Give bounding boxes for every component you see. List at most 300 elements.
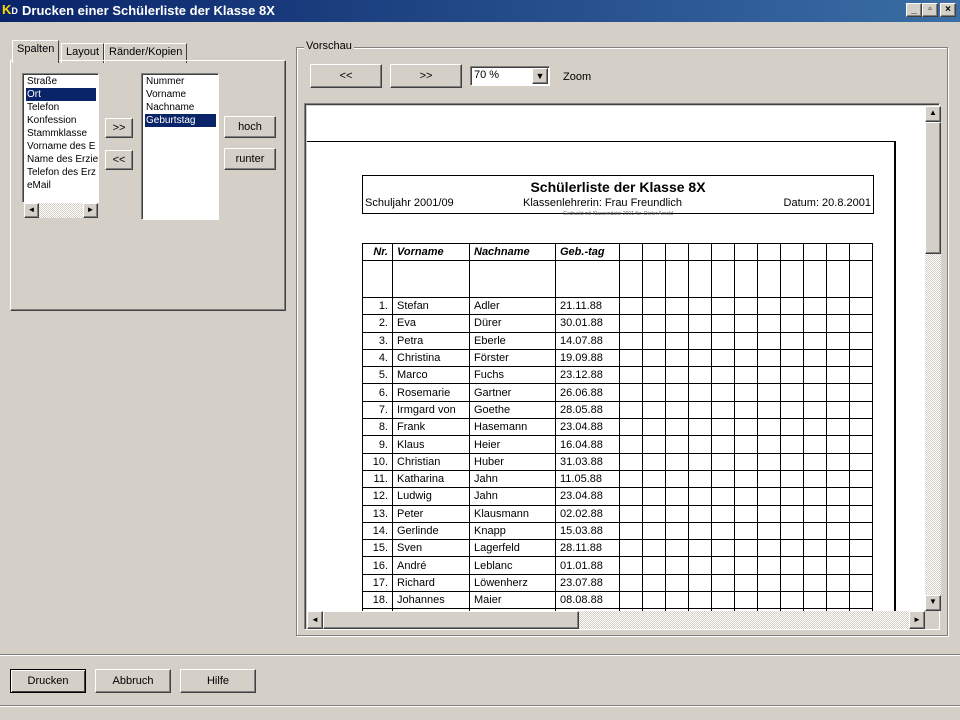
- document-schuljahr: Schuljahr 2001/09: [365, 197, 454, 209]
- available-column-item[interactable]: Telefon: [27, 102, 60, 113]
- table-cell: [804, 540, 827, 557]
- table-cell: 11.: [363, 470, 393, 487]
- table-cell: [666, 470, 689, 487]
- table-cell: [689, 315, 712, 332]
- table-cell: [758, 592, 781, 609]
- table-cell: Fuchs: [470, 367, 556, 384]
- table-cell: [363, 261, 393, 298]
- table-row: [363, 367, 873, 384]
- scroll-right-button[interactable]: ►: [83, 203, 98, 218]
- table-cell: [758, 470, 781, 487]
- table-cell: [735, 419, 758, 436]
- table-cell: Maier: [470, 592, 556, 609]
- table-cell: [620, 436, 643, 453]
- app-icon: KD: [2, 2, 18, 17]
- table-cell: [666, 367, 689, 384]
- table-cell: Rosemarie: [393, 384, 470, 401]
- table-row: [363, 436, 873, 453]
- table-row: [363, 453, 873, 470]
- table-cell: [827, 436, 850, 453]
- document-printed-note: Gedruckt mit Klassendatei 2001 für: Dieter Arnold: [563, 211, 673, 217]
- table-cell: Stefan: [393, 298, 470, 315]
- table-cell: [804, 592, 827, 609]
- table-cell: [712, 557, 735, 574]
- table-cell: [804, 505, 827, 522]
- table-cell: [804, 298, 827, 315]
- table-cell: [758, 436, 781, 453]
- table-cell: [620, 349, 643, 366]
- table-cell: [850, 384, 873, 401]
- scroll-up-button[interactable]: ▲: [925, 106, 941, 122]
- table-cell: [781, 557, 804, 574]
- table-cell: [758, 488, 781, 505]
- table-cell: 28.11.88: [556, 540, 620, 557]
- table-cell: Goethe: [470, 401, 556, 418]
- table-cell: [758, 419, 781, 436]
- zoom-select[interactable]: [470, 66, 550, 86]
- table-cell: [712, 315, 735, 332]
- table-cell: [850, 332, 873, 349]
- table-cell: [758, 261, 781, 298]
- table-cell: André: [393, 557, 470, 574]
- available-column-item[interactable]: Straße: [27, 76, 58, 87]
- scroll-left-button[interactable]: ◄: [24, 203, 39, 218]
- table-cell: [689, 349, 712, 366]
- available-column-item[interactable]: Ort: [26, 88, 96, 101]
- table-cell: 5.: [363, 367, 393, 384]
- chevron-down-icon[interactable]: ▼: [532, 68, 548, 84]
- table-cell: Knapp: [470, 522, 556, 539]
- preview-vscroll[interactable]: [925, 106, 941, 611]
- table-row: [363, 298, 873, 315]
- table-cell: [712, 349, 735, 366]
- table-cell: [781, 505, 804, 522]
- available-list-hscroll[interactable]: [24, 203, 98, 218]
- header-blank-column: [758, 244, 781, 261]
- table-cell: [804, 401, 827, 418]
- help-button[interactable]: Hilfe: [180, 669, 256, 693]
- table-cell: [827, 349, 850, 366]
- tab-layout[interactable]: Layout: [61, 43, 104, 63]
- table-cell: 14.07.88: [556, 332, 620, 349]
- table-cell: [666, 592, 689, 609]
- table-cell: 28.05.88: [556, 401, 620, 418]
- table-cell: [620, 315, 643, 332]
- table-cell: [643, 470, 666, 487]
- print-button[interactable]: Drucken: [10, 669, 86, 693]
- table-cell: [827, 401, 850, 418]
- table-cell: [712, 384, 735, 401]
- table-row: [363, 522, 873, 539]
- table-cell: [827, 592, 850, 609]
- table-cell: 23.07.88: [556, 574, 620, 591]
- cancel-button[interactable]: Abbruch: [95, 669, 171, 693]
- table-cell: [666, 436, 689, 453]
- table-cell: [666, 453, 689, 470]
- table-cell: [620, 505, 643, 522]
- table-cell: [735, 522, 758, 539]
- table-cell: [781, 522, 804, 539]
- table-cell: [643, 592, 666, 609]
- table-cell: [643, 436, 666, 453]
- table-cell: [666, 298, 689, 315]
- table-cell: [827, 367, 850, 384]
- table-row: [363, 557, 873, 574]
- table-cell: [850, 315, 873, 332]
- hscroll-thumb[interactable]: [323, 611, 579, 629]
- table-cell: [712, 419, 735, 436]
- table-cell: [712, 505, 735, 522]
- table-cell: [643, 315, 666, 332]
- table-cell: [781, 574, 804, 591]
- available-column-item[interactable]: Stammklasse: [27, 128, 88, 139]
- table-cell: [827, 419, 850, 436]
- title-bar: [0, 0, 960, 22]
- table-header-row: [363, 244, 873, 261]
- table-cell: 31.03.88: [556, 453, 620, 470]
- table-cell: [850, 261, 873, 298]
- available-column-item[interactable]: eMail: [27, 180, 51, 191]
- table-cell: [804, 315, 827, 332]
- table-cell: [827, 540, 850, 557]
- table-cell: [804, 332, 827, 349]
- table-cell: [850, 367, 873, 384]
- table-cell: [712, 540, 735, 557]
- table-cell: [689, 453, 712, 470]
- table-cell: Adler: [470, 298, 556, 315]
- table-cell: Hasemann: [470, 419, 556, 436]
- table-cell: [758, 574, 781, 591]
- table-cell: Eva: [393, 315, 470, 332]
- table-cell: [620, 419, 643, 436]
- table-cell: [620, 574, 643, 591]
- tab-raender-kopien[interactable]: Ränder/Kopien: [104, 43, 187, 63]
- table-cell: [666, 574, 689, 591]
- header-blank-column: [735, 244, 758, 261]
- table-cell: [620, 298, 643, 315]
- table-cell: [804, 419, 827, 436]
- available-column-item[interactable]: Vorname des E: [27, 141, 96, 152]
- table-row: [363, 592, 873, 609]
- table-cell: [804, 453, 827, 470]
- table-cell: [689, 470, 712, 487]
- table-cell: [666, 557, 689, 574]
- table-cell: [804, 261, 827, 298]
- table-cell: [666, 419, 689, 436]
- table-cell: [620, 522, 643, 539]
- table-cell: [804, 384, 827, 401]
- scroll-down-button[interactable]: ▼: [925, 595, 941, 611]
- available-column-item[interactable]: Name des Erzie: [27, 154, 99, 165]
- table-cell: [556, 261, 620, 298]
- add-column-button[interactable]: >>: [105, 118, 133, 138]
- table-cell: [620, 401, 643, 418]
- table-cell: [827, 384, 850, 401]
- table-cell: [850, 298, 873, 315]
- header-gebtag: Geb.-tag: [556, 244, 620, 261]
- table-cell: 2.: [363, 315, 393, 332]
- table-cell: 30.01.88: [556, 315, 620, 332]
- scroll-left-button[interactable]: ◄: [307, 611, 323, 629]
- table-cell: [470, 261, 556, 298]
- table-cell: [735, 488, 758, 505]
- table-cell: [827, 522, 850, 539]
- tab-spalten[interactable]: Spalten: [12, 40, 59, 63]
- table-cell: [804, 349, 827, 366]
- table-cell: [643, 349, 666, 366]
- selected-columns-list[interactable]: [141, 73, 219, 220]
- table-cell: [712, 367, 735, 384]
- zoom-value: 70 %: [474, 69, 500, 81]
- table-cell: 23.04.88: [556, 488, 620, 505]
- table-cell: Förster: [470, 349, 556, 366]
- table-cell: [781, 367, 804, 384]
- table-cell: [781, 488, 804, 505]
- table-cell: [689, 419, 712, 436]
- table-cell: 1.: [363, 298, 393, 315]
- table-spacer-row: [363, 261, 873, 298]
- table-cell: [850, 453, 873, 470]
- table-cell: [758, 298, 781, 315]
- table-cell: [620, 367, 643, 384]
- table-cell: Eberle: [470, 332, 556, 349]
- move-up-button[interactable]: hoch: [224, 116, 276, 138]
- table-cell: [666, 505, 689, 522]
- preview-page-canvas: [307, 106, 925, 611]
- table-cell: [827, 332, 850, 349]
- table-cell: [620, 557, 643, 574]
- table-cell: [850, 522, 873, 539]
- table-cell: [666, 315, 689, 332]
- table-cell: [689, 298, 712, 315]
- table-cell: Leblanc: [470, 557, 556, 574]
- table-cell: [758, 557, 781, 574]
- table-cell: 21.11.88: [556, 298, 620, 315]
- table-cell: [781, 315, 804, 332]
- table-cell: [712, 453, 735, 470]
- next-page-button[interactable]: >>: [390, 64, 462, 88]
- table-row: [363, 574, 873, 591]
- table-cell: [735, 384, 758, 401]
- table-cell: [643, 522, 666, 539]
- vscroll-thumb[interactable]: [925, 122, 941, 254]
- table-cell: [643, 401, 666, 418]
- table-cell: [666, 349, 689, 366]
- table-cell: [666, 384, 689, 401]
- table-cell: [735, 540, 758, 557]
- table-row: [363, 470, 873, 487]
- header-blank-column: [643, 244, 666, 261]
- table-cell: [666, 522, 689, 539]
- table-cell: [689, 522, 712, 539]
- table-cell: [804, 522, 827, 539]
- table-cell: [666, 261, 689, 298]
- document-datum: Datum: 20.8.2001: [783, 197, 871, 209]
- close-button[interactable]: ×: [940, 3, 956, 17]
- table-cell: [712, 261, 735, 298]
- table-cell: [758, 540, 781, 557]
- table-cell: 26.06.88: [556, 384, 620, 401]
- table-cell: [850, 540, 873, 557]
- table-cell: [804, 367, 827, 384]
- available-columns-list[interactable]: [22, 73, 99, 203]
- table-cell: [643, 367, 666, 384]
- table-cell: 9.: [363, 436, 393, 453]
- table-cell: [666, 488, 689, 505]
- header-blank-column: [850, 244, 873, 261]
- selected-column-item[interactable]: Vorname: [146, 89, 187, 100]
- table-cell: [850, 488, 873, 505]
- table-cell: [735, 436, 758, 453]
- table-cell: [781, 401, 804, 418]
- table-cell: [620, 384, 643, 401]
- table-cell: [620, 592, 643, 609]
- table-cell: [712, 488, 735, 505]
- table-cell: Huber: [470, 453, 556, 470]
- header-nachname: Nachname: [470, 244, 556, 261]
- table-cell: Lagerfeld: [470, 540, 556, 557]
- table-cell: [758, 349, 781, 366]
- header-nr: Nr.: [363, 244, 393, 261]
- table-cell: 08.08.88: [556, 592, 620, 609]
- table-cell: 11.05.88: [556, 470, 620, 487]
- document-lehrer: Klassenlehrerin: Frau Freundlich: [523, 197, 682, 209]
- table-cell: [666, 332, 689, 349]
- table-cell: [850, 470, 873, 487]
- table-cell: [735, 349, 758, 366]
- table-cell: Heier: [470, 436, 556, 453]
- table-cell: [735, 401, 758, 418]
- table-cell: Klausmann: [470, 505, 556, 522]
- table-cell: Katharina: [393, 470, 470, 487]
- table-cell: [735, 367, 758, 384]
- table-cell: [689, 505, 712, 522]
- table-cell: [643, 574, 666, 591]
- scroll-right-button[interactable]: ►: [909, 611, 925, 629]
- table-cell: [850, 592, 873, 609]
- selected-column-item[interactable]: Geburtstag: [145, 114, 216, 127]
- student-table: [362, 243, 873, 627]
- footer-separator: [0, 654, 960, 656]
- table-cell: 13.: [363, 505, 393, 522]
- table-cell: [712, 592, 735, 609]
- selected-column-item[interactable]: Nachname: [146, 102, 195, 113]
- table-cell: [850, 349, 873, 366]
- table-cell: 8.: [363, 419, 393, 436]
- table-cell: 16.: [363, 557, 393, 574]
- table-cell: [689, 332, 712, 349]
- table-cell: [850, 419, 873, 436]
- table-cell: [827, 574, 850, 591]
- minimize-button[interactable]: _: [906, 3, 922, 17]
- table-row: [363, 505, 873, 522]
- table-cell: [666, 540, 689, 557]
- table-cell: [643, 261, 666, 298]
- table-cell: [643, 384, 666, 401]
- table-cell: [735, 261, 758, 298]
- table-cell: Sven: [393, 540, 470, 557]
- table-cell: 02.02.88: [556, 505, 620, 522]
- table-cell: [712, 436, 735, 453]
- table-cell: [689, 592, 712, 609]
- table-cell: 16.04.88: [556, 436, 620, 453]
- table-cell: [781, 592, 804, 609]
- table-cell: [758, 332, 781, 349]
- table-cell: 4.: [363, 349, 393, 366]
- table-cell: Klaus: [393, 436, 470, 453]
- table-cell: 10.: [363, 453, 393, 470]
- previous-page-button[interactable]: <<: [310, 64, 382, 88]
- table-cell: [781, 332, 804, 349]
- table-cell: [393, 261, 470, 298]
- table-cell: [827, 557, 850, 574]
- window-title: Drucken einer Schülerliste der Klasse 8X: [22, 3, 275, 18]
- header-blank-column: [804, 244, 827, 261]
- table-cell: [689, 261, 712, 298]
- table-cell: [758, 367, 781, 384]
- table-cell: [643, 332, 666, 349]
- header-blank-column: [781, 244, 804, 261]
- table-cell: [827, 470, 850, 487]
- remove-column-button[interactable]: <<: [105, 150, 133, 170]
- table-cell: 23.12.88: [556, 367, 620, 384]
- move-down-button[interactable]: runter: [224, 148, 276, 170]
- table-cell: [781, 384, 804, 401]
- table-cell: Gerlinde: [393, 522, 470, 539]
- preview-area[interactable]: [304, 103, 940, 630]
- table-cell: [827, 488, 850, 505]
- table-cell: Richard: [393, 574, 470, 591]
- table-row: [363, 401, 873, 418]
- table-cell: 23.04.88: [556, 419, 620, 436]
- table-cell: [758, 384, 781, 401]
- selected-column-item[interactable]: Nummer: [146, 76, 185, 87]
- table-cell: [735, 557, 758, 574]
- table-row: [363, 332, 873, 349]
- table-cell: [781, 540, 804, 557]
- table-cell: [643, 298, 666, 315]
- available-column-item[interactable]: Konfession: [27, 115, 77, 126]
- table-cell: 01.01.88: [556, 557, 620, 574]
- available-column-item[interactable]: Telefon des Erz: [27, 167, 96, 178]
- table-row: [363, 349, 873, 366]
- table-cell: [689, 436, 712, 453]
- header-blank-column: [666, 244, 689, 261]
- preview-group-label: Vorschau: [306, 40, 352, 52]
- table-cell: Peter: [393, 505, 470, 522]
- table-cell: 6.: [363, 384, 393, 401]
- table-cell: [689, 367, 712, 384]
- table-cell: 14.: [363, 522, 393, 539]
- preview-hscroll[interactable]: [307, 611, 925, 629]
- table-cell: [850, 436, 873, 453]
- table-cell: [804, 470, 827, 487]
- table-row: [363, 488, 873, 505]
- table-cell: Irmgard von: [393, 401, 470, 418]
- restore-button[interactable]: ▫: [922, 3, 938, 17]
- table-cell: [643, 540, 666, 557]
- table-cell: 3.: [363, 332, 393, 349]
- table-cell: [781, 349, 804, 366]
- table-row: [363, 419, 873, 436]
- table-cell: [827, 453, 850, 470]
- table-cell: [620, 261, 643, 298]
- table-cell: [804, 574, 827, 591]
- table-cell: Ludwig: [393, 488, 470, 505]
- table-cell: [712, 298, 735, 315]
- table-cell: [827, 298, 850, 315]
- table-cell: [850, 505, 873, 522]
